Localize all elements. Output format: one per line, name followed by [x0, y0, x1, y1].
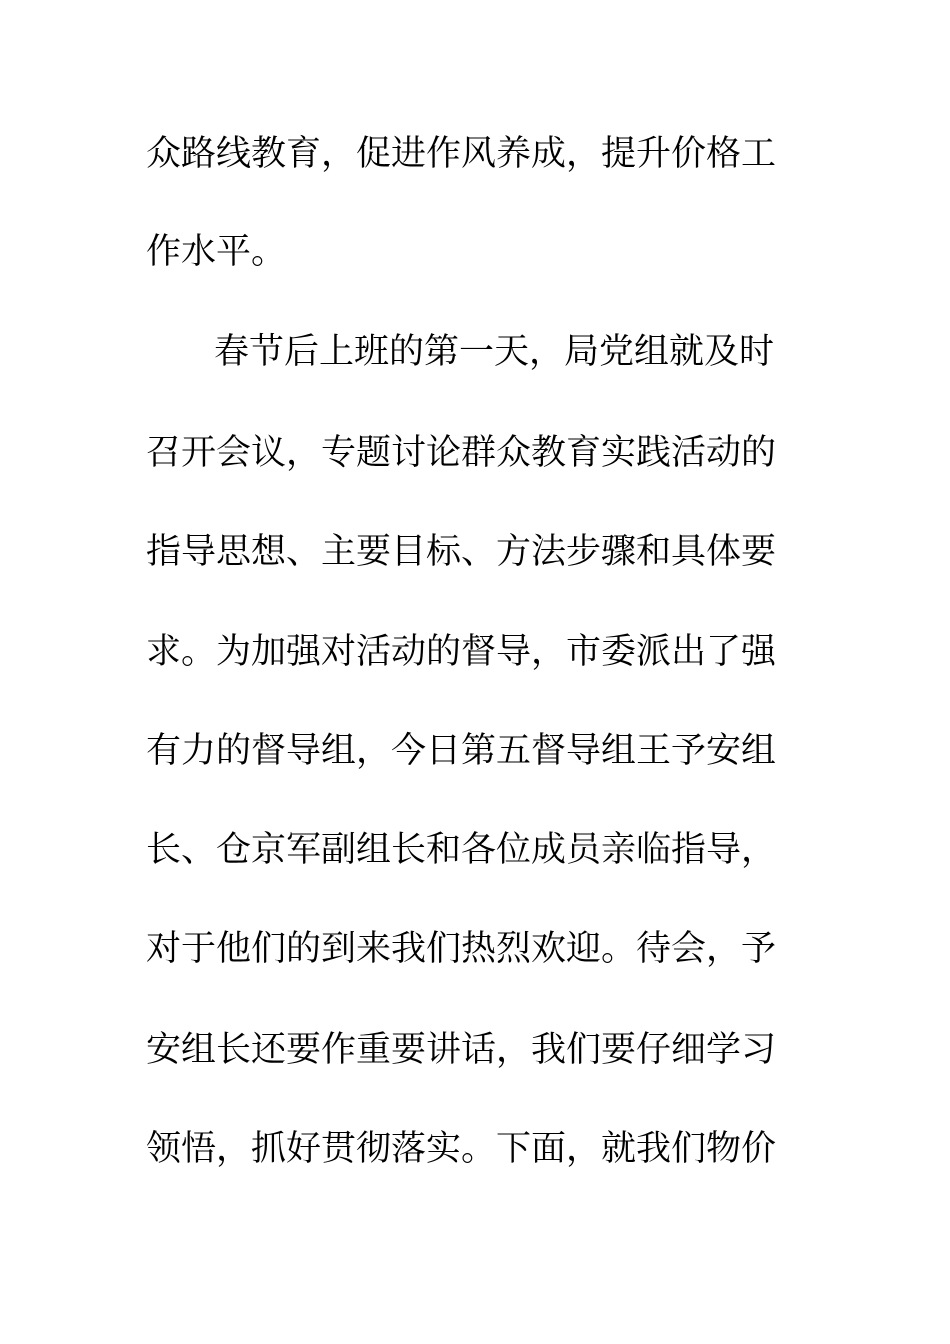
text-line-2: 作水平。: [146, 232, 287, 272]
text-line-7: 有力的督导组，今日第五督导组王予安组: [146, 731, 777, 771]
text-line-8: 长、仓京军副组长和各位成员亲临指导，: [146, 830, 777, 870]
text-line-9: 对于他们的到来我们热烈欢迎。待会，予: [146, 929, 777, 969]
text-line-4: 召开会议，专题讨论群众教育实践活动的: [146, 433, 777, 473]
text-line-5: 指导思想、主要目标、方法步骤和具体要: [146, 532, 777, 572]
text-line-3: 春节后上班的第一天，局党组就及时: [214, 332, 775, 372]
text-line-1: 众路线教育，促进作风养成，提升价格工: [146, 134, 777, 174]
text-line-6: 求。为加强对活动的督导，市委派出了强: [146, 632, 777, 672]
text-line-11: 领悟，抓好贯彻落实。下面，就我们物价: [146, 1129, 777, 1169]
text-line-10: 安组长还要作重要讲话，我们要仔细学习: [146, 1030, 777, 1070]
